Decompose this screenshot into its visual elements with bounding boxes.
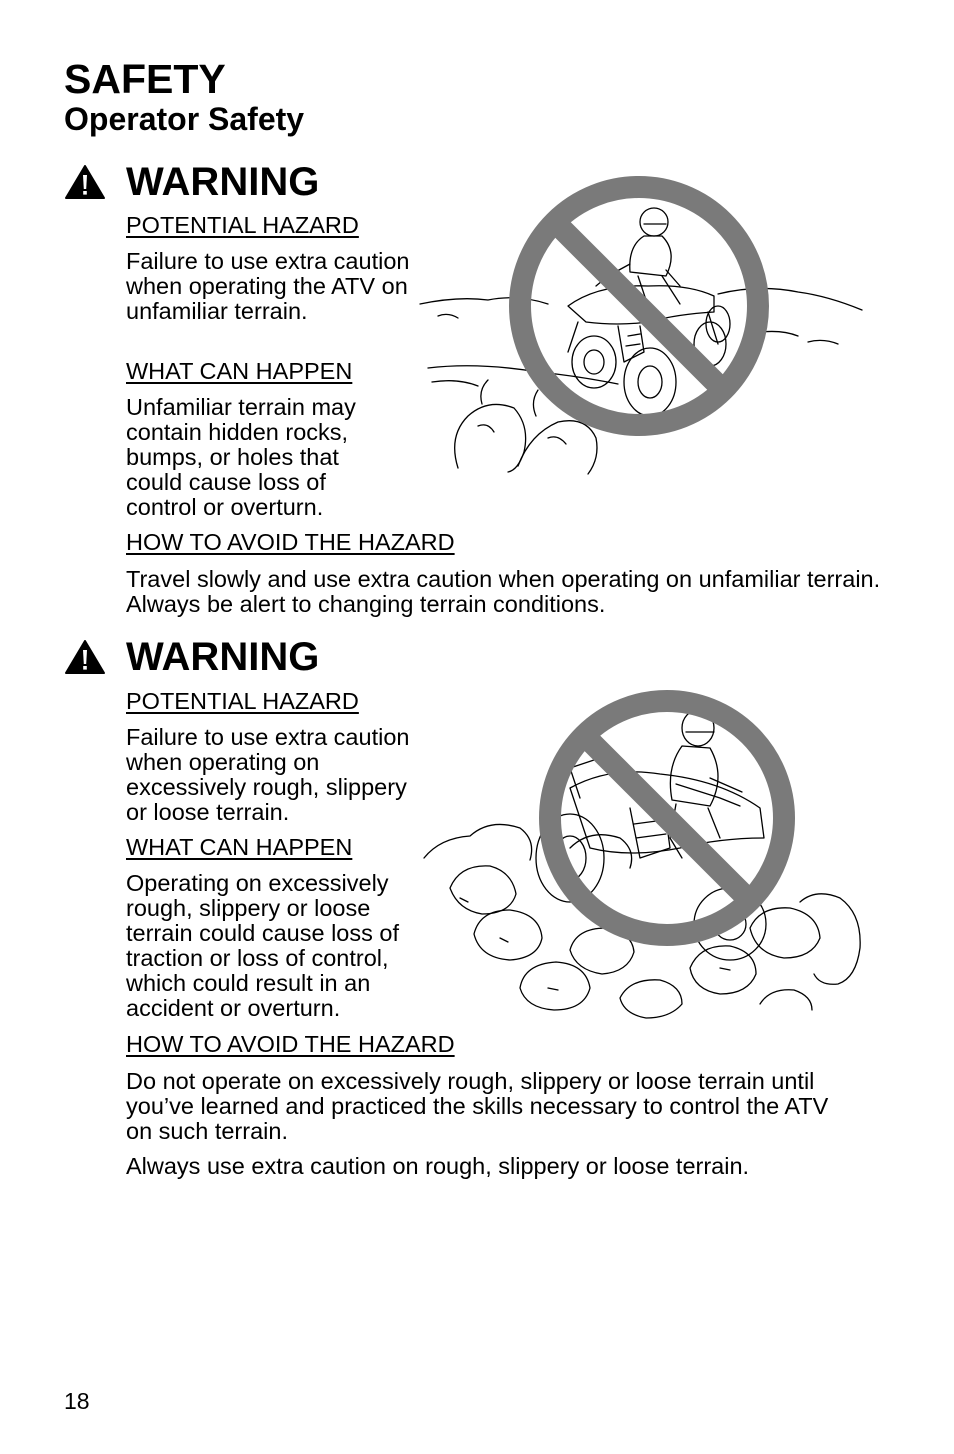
section-title: SAFETY bbox=[64, 56, 226, 102]
how-to-avoid-text: Do not operate on excessively rough, slippery or loose terrain until you’ve learned and practiced the skills necessary to control the ATV on such terrain. bbox=[126, 1068, 829, 1144]
what-can-happen-text: Operating on excessively rough, slippery or loose terrain could cause loss of traction or loss of control, which could result in an accident or overturn. bbox=[126, 870, 400, 1021]
how-to-avoid-text: Travel slowly and use extra caution when operating on unfamiliar terrain. Always be alert to changing terrain conditions. bbox=[126, 566, 881, 617]
warning-triangle-icon bbox=[64, 164, 106, 200]
how-to-avoid-heading: HOW TO AVOID THE HAZARD bbox=[126, 529, 455, 555]
page-number: 18 bbox=[64, 1388, 90, 1414]
atv-unfamiliar-terrain-illustration bbox=[418, 176, 864, 476]
what-can-happen-text: Unfamiliar terrain may contain hidden rocks, bumps, or holes that could cause loss of control or overturn. bbox=[126, 394, 356, 520]
how-to-avoid-text-extra: Always use extra caution on rough, slippery or loose terrain. bbox=[126, 1153, 750, 1179]
potential-hazard-text: Failure to use extra caution when operating the ATV on unfamiliar terrain. bbox=[126, 248, 410, 324]
potential-hazard-text: Failure to use extra caution when operating on excessively rough, slippery or loose terrain. bbox=[126, 724, 410, 825]
how-to-avoid-heading: HOW TO AVOID THE HAZARD bbox=[126, 1031, 455, 1057]
atv-rough-terrain-illustration bbox=[420, 688, 864, 1020]
potential-hazard-heading: POTENTIAL HAZARD bbox=[126, 688, 359, 714]
warning-label: WARNING bbox=[126, 635, 320, 679]
warning-heading-2 bbox=[64, 633, 319, 681]
warning-heading-1 bbox=[64, 158, 319, 206]
what-can-happen-heading: WHAT CAN HAPPEN bbox=[126, 834, 353, 860]
section-subtitle: Operator Safety bbox=[64, 101, 305, 137]
potential-hazard-heading: POTENTIAL HAZARD bbox=[126, 212, 359, 238]
what-can-happen-heading: WHAT CAN HAPPEN bbox=[126, 358, 353, 384]
warning-triangle-icon bbox=[64, 639, 106, 675]
warning-label: WARNING bbox=[126, 160, 320, 204]
